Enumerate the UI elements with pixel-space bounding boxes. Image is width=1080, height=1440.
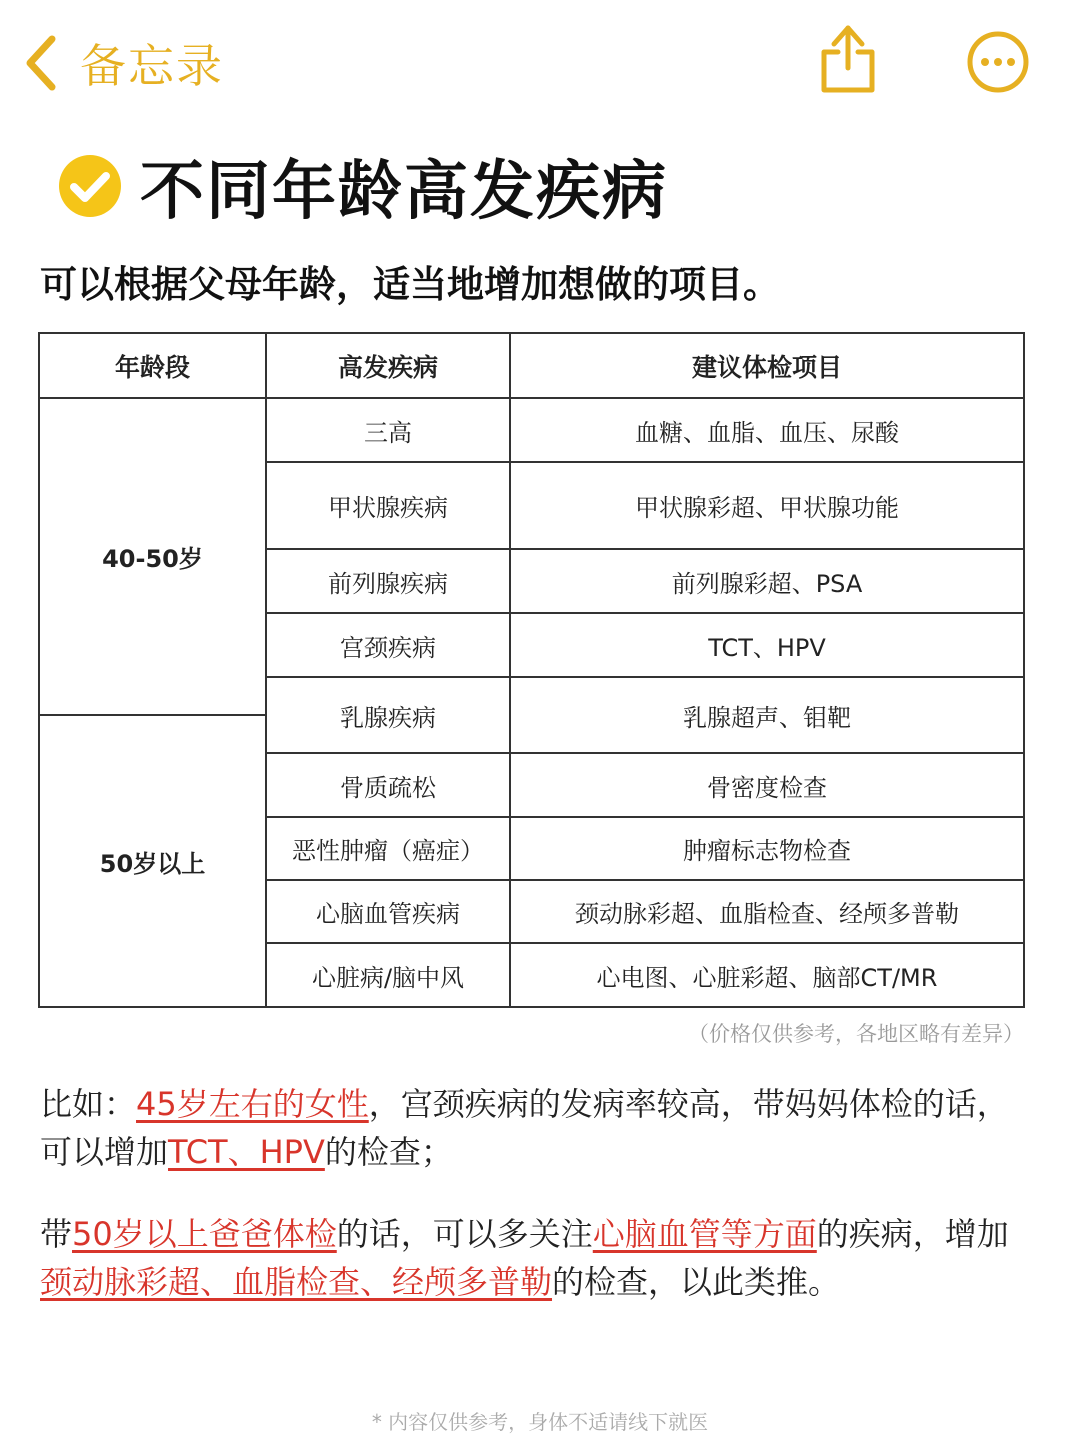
table-header-row bbox=[39, 333, 1024, 398]
navigation-bar bbox=[0, 0, 1080, 120]
back-label: 备忘录 bbox=[80, 39, 224, 93]
disease-cell: 乳腺疾病 bbox=[266, 677, 510, 753]
highlight-text: 50岁以上爸爸体检 bbox=[72, 1215, 337, 1253]
example-paragraph-1 bbox=[40, 1080, 1040, 1176]
exam-cell: 血糖、血脂、血压、尿酸 bbox=[510, 398, 1024, 462]
highlight-text: 心脑血管等方面 bbox=[592, 1215, 817, 1253]
more-options-icon[interactable] bbox=[966, 30, 1030, 94]
disease-cell: 骨质疏松 bbox=[266, 753, 510, 817]
disease-cell: 恶性肿瘤（癌症） bbox=[266, 817, 510, 880]
highlight-text: TCT、HPV bbox=[168, 1133, 325, 1171]
exam-cell: TCT、HPV bbox=[510, 613, 1024, 677]
disease-cell: 三高 bbox=[266, 398, 510, 462]
header-exams: 建议体检项目 bbox=[510, 333, 1024, 398]
text-segment: 的检查； bbox=[324, 1133, 453, 1171]
header-age: 年龄段 bbox=[39, 333, 266, 398]
text-segment: ，宫颈疾病的发病率较高，带妈妈体检的话，可以增加 bbox=[40, 1085, 1009, 1171]
text-segment: 的疾病，增加 bbox=[816, 1215, 1009, 1253]
title-row bbox=[56, 140, 668, 232]
exam-cell: 颈动脉彩超、血脂检查、经颅多普勒 bbox=[510, 880, 1024, 943]
chevron-left-icon bbox=[22, 33, 62, 93]
disease-cell: 心脑血管疾病 bbox=[266, 880, 510, 943]
text-segment: 比如： bbox=[40, 1085, 137, 1123]
share-icon[interactable] bbox=[818, 22, 878, 96]
disease-cell: 前列腺疾病 bbox=[266, 549, 510, 613]
exam-cell: 乳腺超声、钼靶 bbox=[510, 677, 1024, 753]
highlight-text: 45岁左右的女性 bbox=[136, 1085, 369, 1123]
example-paragraph-2 bbox=[40, 1210, 1040, 1306]
age-group-50-plus: 50岁以上 bbox=[39, 715, 266, 1007]
footer-disclaimer: * 内容仅供参考，身体不适请线下就医 bbox=[371, 1410, 709, 1434]
exam-cell: 肿瘤标志物检查 bbox=[510, 817, 1024, 880]
price-note: （价格仅供参考，各地区略有差异） bbox=[688, 1022, 1024, 1046]
back-button[interactable] bbox=[22, 30, 224, 96]
highlight-text: 颈动脉彩超、血脂检查、经颅多普勒 bbox=[40, 1263, 553, 1301]
age-group-40-50: 40-50岁 bbox=[39, 398, 266, 715]
page-title: 不同年龄高发疾病 bbox=[140, 155, 668, 229]
exam-cell: 心电图、心脏彩超、脑部CT/MR bbox=[510, 943, 1024, 1007]
exam-cell: 前列腺彩超、PSA bbox=[510, 549, 1024, 613]
table-row bbox=[39, 398, 1024, 462]
disease-cell: 甲状腺疾病 bbox=[266, 462, 510, 549]
text-segment: 带 bbox=[40, 1215, 73, 1253]
exam-cell: 甲状腺彩超、甲状腺功能 bbox=[510, 462, 1024, 549]
exam-cell: 骨密度检查 bbox=[510, 753, 1024, 817]
header-disease: 高发疾病 bbox=[266, 333, 510, 398]
checkmark-icon bbox=[56, 152, 124, 220]
disease-cell: 宫颈疾病 bbox=[266, 613, 510, 677]
subtitle: 可以根据父母年龄，适当地增加想做的项目。 bbox=[40, 263, 780, 306]
exam-table bbox=[38, 332, 1025, 1008]
text-segment: 的话，可以多关注 bbox=[336, 1215, 593, 1253]
disease-cell: 心脏病/脑中风 bbox=[266, 943, 510, 1007]
text-segment: 的检查，以此类推。 bbox=[552, 1263, 841, 1301]
